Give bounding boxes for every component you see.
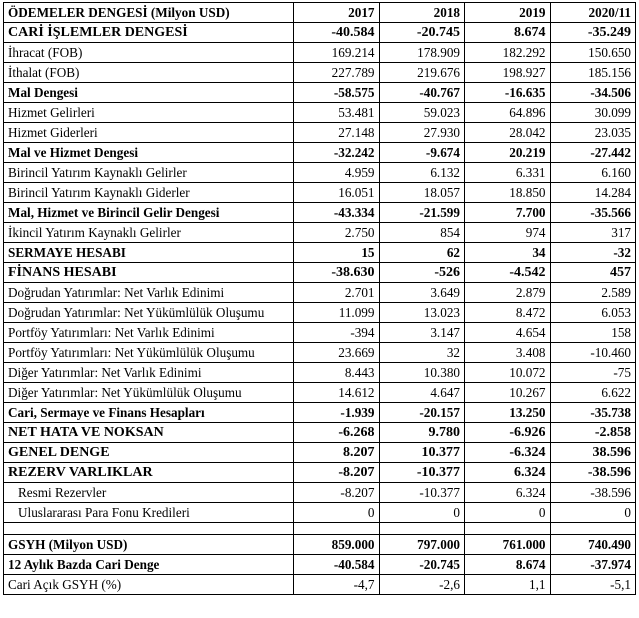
value-cell-2019: 10.267 xyxy=(465,383,551,403)
value-cell-2017: 2.750 xyxy=(294,223,380,243)
value-cell-2017: -38.630 xyxy=(294,263,380,283)
table-row xyxy=(4,303,636,323)
value-cell-2020-11: 30.099 xyxy=(550,103,636,123)
value-cell-2018: 178.909 xyxy=(379,43,465,63)
value-cell-2017: 16.051 xyxy=(294,183,380,203)
table-row xyxy=(4,103,636,123)
table-row xyxy=(4,555,636,575)
table-row xyxy=(4,183,636,203)
table-row xyxy=(4,463,636,483)
value-cell-2020-11 xyxy=(550,523,636,535)
value-cell-2019: 4.654 xyxy=(465,323,551,343)
value-cell-2019: 6.324 xyxy=(465,463,551,483)
row-label: İhracat (FOB) xyxy=(4,43,294,63)
value-cell-2019 xyxy=(465,523,551,535)
row-label: Uluslararası Para Fonu Kredileri xyxy=(4,503,294,523)
value-cell-2017: 859.000 xyxy=(294,535,380,555)
value-cell-2020-11: 150.650 xyxy=(550,43,636,63)
value-cell-2018: 3.147 xyxy=(379,323,465,343)
value-cell-2020-11: -35.738 xyxy=(550,403,636,423)
year-header-2017: 2017 xyxy=(294,3,380,23)
table-row xyxy=(4,223,636,243)
value-cell-2019: 8.472 xyxy=(465,303,551,323)
value-cell-2017: -40.584 xyxy=(294,555,380,575)
table-row xyxy=(4,203,636,223)
value-cell-2018: 59.023 xyxy=(379,103,465,123)
value-cell-2017: 169.214 xyxy=(294,43,380,63)
value-cell-2018: -10.377 xyxy=(379,463,465,483)
value-cell-2019: 8.674 xyxy=(465,23,551,43)
value-cell-2020-11: -37.974 xyxy=(550,555,636,575)
table-row xyxy=(4,83,636,103)
row-label: SERMAYE HESABI xyxy=(4,243,294,263)
table-row xyxy=(4,383,636,403)
value-cell-2017: 2.701 xyxy=(294,283,380,303)
value-cell-2019: -4.542 xyxy=(465,263,551,283)
value-cell-2018: -40.767 xyxy=(379,83,465,103)
value-cell-2017: 11.099 xyxy=(294,303,380,323)
value-cell-2019: 6.331 xyxy=(465,163,551,183)
value-cell-2019: -6.926 xyxy=(465,423,551,443)
value-cell-2019: 13.250 xyxy=(465,403,551,423)
value-cell-2018: 32 xyxy=(379,343,465,363)
value-cell-2020-11: 6.160 xyxy=(550,163,636,183)
table-row xyxy=(4,123,636,143)
table-row xyxy=(4,443,636,463)
row-label: Cari, Sermaye ve Finans Hesapları xyxy=(4,403,294,423)
value-cell-2020-11: -32 xyxy=(550,243,636,263)
value-cell-2018: 27.930 xyxy=(379,123,465,143)
row-label: Hizmet Gelirleri xyxy=(4,103,294,123)
value-cell-2018: -20.745 xyxy=(379,555,465,575)
table-row xyxy=(4,575,636,595)
row-label: GENEL DENGE xyxy=(4,443,294,463)
row-label: İthalat (FOB) xyxy=(4,63,294,83)
value-cell-2019: 6.324 xyxy=(465,483,551,503)
value-cell-2020-11: 38.596 xyxy=(550,443,636,463)
value-cell-2020-11: 185.156 xyxy=(550,63,636,83)
row-label: REZERV VARLIKLAR xyxy=(4,463,294,483)
value-cell-2020-11: -35.249 xyxy=(550,23,636,43)
value-cell-2020-11: 2.589 xyxy=(550,283,636,303)
value-cell-2020-11: -75 xyxy=(550,363,636,383)
value-cell-2018: -9.674 xyxy=(379,143,465,163)
table-row xyxy=(4,263,636,283)
row-label: Portföy Yatırımları: Net Yükümlülük Oluşumu xyxy=(4,343,294,363)
value-cell-2018: 10.380 xyxy=(379,363,465,383)
value-cell-2018: 13.023 xyxy=(379,303,465,323)
value-cell-2017: 0 xyxy=(294,503,380,523)
value-cell-2018: -20.157 xyxy=(379,403,465,423)
row-label: Birincil Yatırım Kaynaklı Giderler xyxy=(4,183,294,203)
value-cell-2020-11: -27.442 xyxy=(550,143,636,163)
table-row xyxy=(4,23,636,43)
table-body xyxy=(4,23,636,595)
value-cell-2019: 2.879 xyxy=(465,283,551,303)
value-cell-2019: 3.408 xyxy=(465,343,551,363)
table-row xyxy=(4,163,636,183)
value-cell-2020-11: 14.284 xyxy=(550,183,636,203)
value-cell-2018: -10.377 xyxy=(379,483,465,503)
row-label: Hizmet Giderleri xyxy=(4,123,294,143)
value-cell-2017: 27.148 xyxy=(294,123,380,143)
value-cell-2020-11: 0 xyxy=(550,503,636,523)
value-cell-2018: 6.132 xyxy=(379,163,465,183)
table-row xyxy=(4,323,636,343)
value-cell-2019: 0 xyxy=(465,503,551,523)
value-cell-2018: -526 xyxy=(379,263,465,283)
row-label: Diğer Yatırımlar: Net Yükümlülük Oluşumu xyxy=(4,383,294,403)
value-cell-2017: -4,7 xyxy=(294,575,380,595)
value-cell-2019: 28.042 xyxy=(465,123,551,143)
row-label: NET HATA VE NOKSAN xyxy=(4,423,294,443)
value-cell-2017: 14.612 xyxy=(294,383,380,403)
table-row xyxy=(4,423,636,443)
value-cell-2017: 15 xyxy=(294,243,380,263)
value-cell-2019: 34 xyxy=(465,243,551,263)
value-cell-2017 xyxy=(294,523,380,535)
value-cell-2020-11: -2.858 xyxy=(550,423,636,443)
table-row xyxy=(4,535,636,555)
value-cell-2018: 9.780 xyxy=(379,423,465,443)
row-label: Mal Dengesi xyxy=(4,83,294,103)
value-cell-2019: 20.219 xyxy=(465,143,551,163)
balance-of-payments-table xyxy=(3,2,636,595)
value-cell-2019: -6.324 xyxy=(465,443,551,463)
value-cell-2020-11: -5,1 xyxy=(550,575,636,595)
row-label: FİNANS HESABI xyxy=(4,263,294,283)
value-cell-2017: 4.959 xyxy=(294,163,380,183)
value-cell-2017: -394 xyxy=(294,323,380,343)
value-cell-2018: -2,6 xyxy=(379,575,465,595)
value-cell-2018: 10.377 xyxy=(379,443,465,463)
value-cell-2017: -1.939 xyxy=(294,403,380,423)
value-cell-2017: 53.481 xyxy=(294,103,380,123)
value-cell-2019: 974 xyxy=(465,223,551,243)
value-cell-2020-11: -35.566 xyxy=(550,203,636,223)
value-cell-2020-11: 23.035 xyxy=(550,123,636,143)
value-cell-2018: -20.745 xyxy=(379,23,465,43)
row-label: Diğer Yatırımlar: Net Varlık Edinimi xyxy=(4,363,294,383)
value-cell-2017: -58.575 xyxy=(294,83,380,103)
value-cell-2019: 18.850 xyxy=(465,183,551,203)
value-cell-2020-11: 6.622 xyxy=(550,383,636,403)
value-cell-2018: 0 xyxy=(379,503,465,523)
table-row xyxy=(4,243,636,263)
value-cell-2019: 1,1 xyxy=(465,575,551,595)
value-cell-2019: 7.700 xyxy=(465,203,551,223)
value-cell-2020-11: 457 xyxy=(550,263,636,283)
row-label: 12 Aylık Bazda Cari Denge xyxy=(4,555,294,575)
value-cell-2020-11: 317 xyxy=(550,223,636,243)
value-cell-2019: 198.927 xyxy=(465,63,551,83)
row-label: Mal, Hizmet ve Birincil Gelir Dengesi xyxy=(4,203,294,223)
value-cell-2017: 8.207 xyxy=(294,443,380,463)
value-cell-2018 xyxy=(379,523,465,535)
row-label: Doğrudan Yatırımlar: Net Varlık Edinimi xyxy=(4,283,294,303)
value-cell-2019: 8.674 xyxy=(465,555,551,575)
value-cell-2018: 18.057 xyxy=(379,183,465,203)
value-cell-2018: 4.647 xyxy=(379,383,465,403)
value-cell-2017: -8.207 xyxy=(294,483,380,503)
value-cell-2020-11: 740.490 xyxy=(550,535,636,555)
year-header-2019: 2019 xyxy=(465,3,551,23)
table-row xyxy=(4,503,636,523)
row-label: Doğrudan Yatırımlar: Net Yükümlülük Oluşumu xyxy=(4,303,294,323)
table-header-row xyxy=(4,3,636,23)
table-title: ÖDEMELER DENGESİ (Milyon USD) xyxy=(4,3,294,23)
value-cell-2018: 854 xyxy=(379,223,465,243)
value-cell-2020-11: 6.053 xyxy=(550,303,636,323)
table-row xyxy=(4,363,636,383)
value-cell-2018: 797.000 xyxy=(379,535,465,555)
value-cell-2019: 10.072 xyxy=(465,363,551,383)
row-label: GSYH (Milyon USD) xyxy=(4,535,294,555)
table-row xyxy=(4,283,636,303)
value-cell-2017: -8.207 xyxy=(294,463,380,483)
table-row xyxy=(4,343,636,363)
value-cell-2017: 8.443 xyxy=(294,363,380,383)
value-cell-2017: -40.584 xyxy=(294,23,380,43)
value-cell-2020-11: -34.506 xyxy=(550,83,636,103)
table-spacer-row xyxy=(4,523,636,535)
table-row xyxy=(4,403,636,423)
year-header-2020-11: 2020/11 xyxy=(550,3,636,23)
row-label: İkincil Yatırım Kaynaklı Gelirler xyxy=(4,223,294,243)
value-cell-2017: -32.242 xyxy=(294,143,380,163)
row-label: Birincil Yatırım Kaynaklı Gelirler xyxy=(4,163,294,183)
value-cell-2017: -43.334 xyxy=(294,203,380,223)
row-label: Portföy Yatırımları: Net Varlık Edinimi xyxy=(4,323,294,343)
row-label: Mal ve Hizmet Dengesi xyxy=(4,143,294,163)
value-cell-2020-11: -38.596 xyxy=(550,483,636,503)
value-cell-2018: 3.649 xyxy=(379,283,465,303)
value-cell-2017: -6.268 xyxy=(294,423,380,443)
row-label: Resmi Rezervler xyxy=(4,483,294,503)
table-row xyxy=(4,143,636,163)
value-cell-2020-11: -38.596 xyxy=(550,463,636,483)
value-cell-2019: -16.635 xyxy=(465,83,551,103)
row-label xyxy=(4,523,294,535)
year-header-2018: 2018 xyxy=(379,3,465,23)
value-cell-2019: 64.896 xyxy=(465,103,551,123)
table-row xyxy=(4,63,636,83)
row-label: CARİ İŞLEMLER DENGESİ xyxy=(4,23,294,43)
value-cell-2017: 23.669 xyxy=(294,343,380,363)
value-cell-2017: 227.789 xyxy=(294,63,380,83)
table-row xyxy=(4,483,636,503)
value-cell-2019: 761.000 xyxy=(465,535,551,555)
row-label: Cari Açık GSYH (%) xyxy=(4,575,294,595)
value-cell-2018: 219.676 xyxy=(379,63,465,83)
value-cell-2019: 182.292 xyxy=(465,43,551,63)
table-row xyxy=(4,43,636,63)
value-cell-2020-11: 158 xyxy=(550,323,636,343)
value-cell-2018: 62 xyxy=(379,243,465,263)
value-cell-2018: -21.599 xyxy=(379,203,465,223)
value-cell-2020-11: -10.460 xyxy=(550,343,636,363)
